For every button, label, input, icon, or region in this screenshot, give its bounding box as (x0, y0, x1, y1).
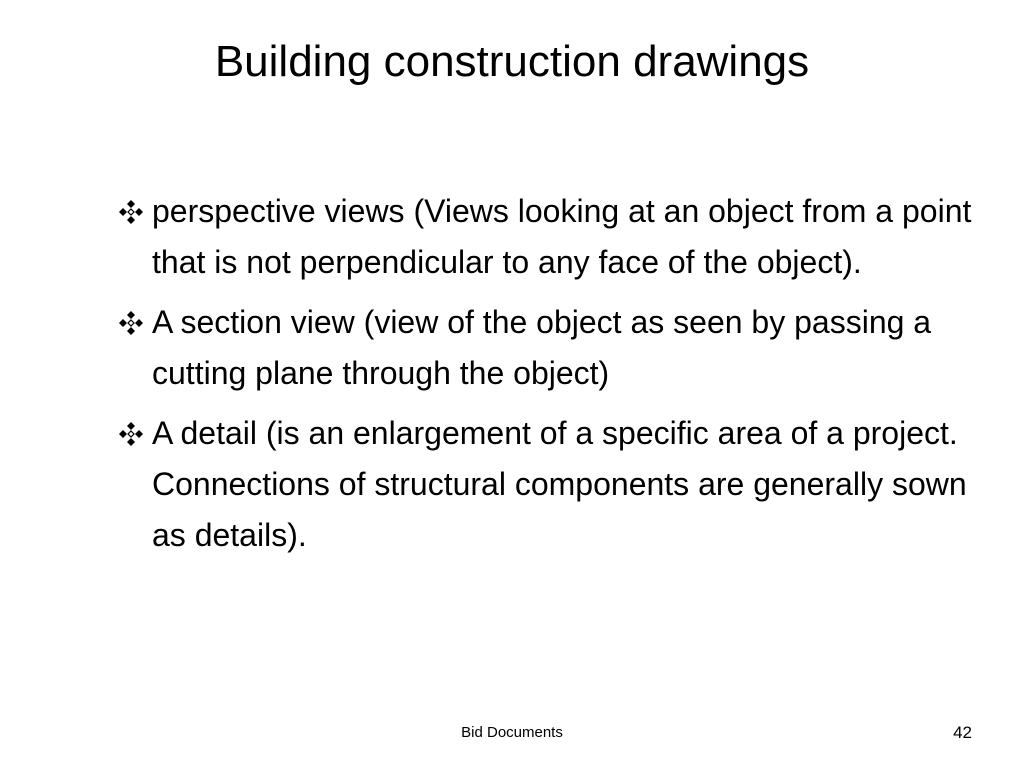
bullet-text: A detail (is an enlargement of a specific area of a project. Connections of structural components are generally sown as details). (152, 415, 967, 553)
diamond-bullet-icon (116, 199, 146, 225)
bullet-item-detail (116, 408, 976, 561)
slide-title: Building construction drawings (214, 37, 810, 86)
slide-content (116, 186, 976, 570)
bullet-item-section-view (116, 297, 976, 399)
page-number: 42 (953, 723, 972, 742)
bullet-text: A section view (view of the object as seen by passing a cutting plane through the object) (152, 304, 932, 391)
diamond-bullet-icon (116, 421, 146, 447)
bullet-item-perspective (116, 186, 976, 288)
bullet-list (116, 186, 976, 561)
footer-title: Bid Documents (461, 724, 563, 741)
bullet-text: perspective views (Views looking at an object from a point that is not perpendicular to any face of the object). (152, 193, 972, 280)
diamond-bullet-icon (116, 310, 146, 336)
